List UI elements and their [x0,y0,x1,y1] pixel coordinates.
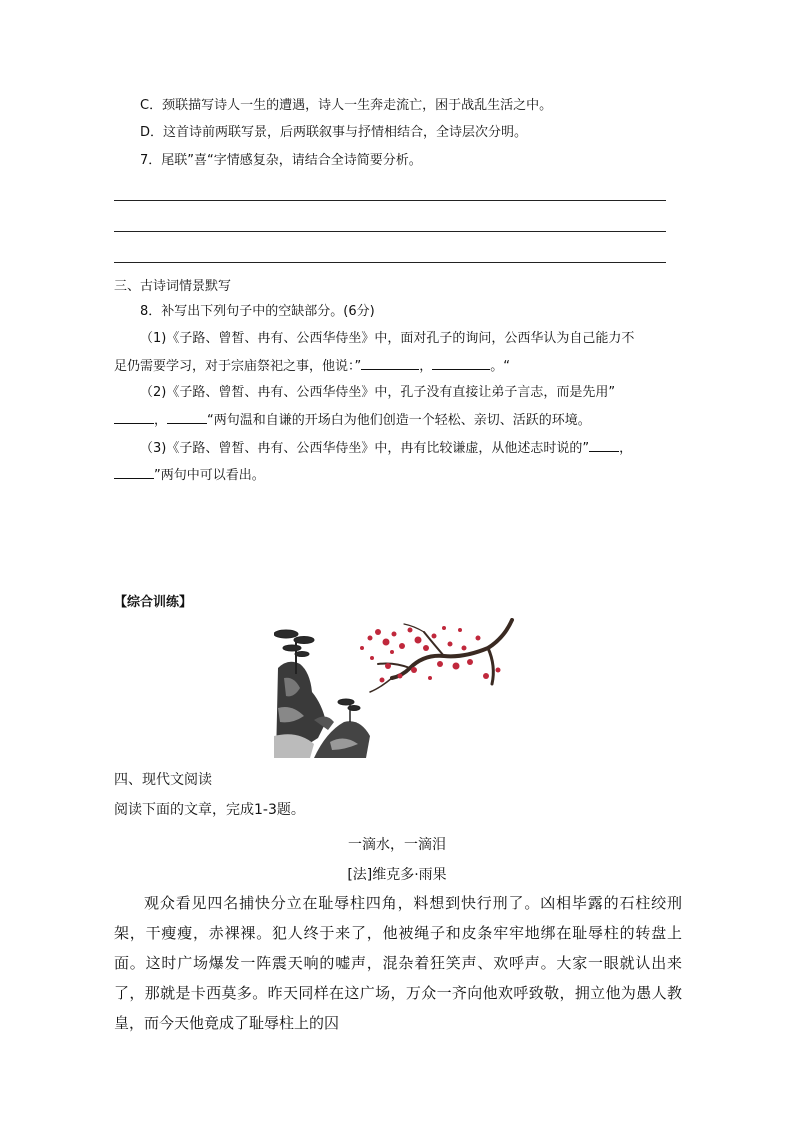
dictation-item-2-line-2 [114,411,591,430]
separator: ， [619,441,633,456]
section-heading: 三、古诗词情景默写 [114,279,232,294]
separator: ， [419,359,433,374]
dictation-item-3-end: ”两句中可以看出。 [154,468,265,483]
question-7: 7．尾联”喜“字情感复杂，请结合全诗简要分析。 [140,153,422,168]
dictation-item-3-text: （3)《子路、曾皙、冉有、公西华侍坐》中，冉有比较谦虚，从他述志时说的” [140,441,590,456]
section-heading: 四、现代文阅读 [114,772,212,788]
plum-blossoms [360,626,501,683]
fill-blank[interactable] [114,466,154,479]
dictation-item-3-line-1 [140,439,632,458]
dictation-item-1-line-2 [114,357,510,376]
option-c: C．颈联描写诗人一生的遭遇，诗人一生奔走流亡，困于战乱生活之中。 [140,98,553,113]
answer-line[interactable] [114,262,666,263]
reading-instruction: 阅读下面的文章，完成1-3题。 [114,802,305,818]
plum-branch [370,620,512,692]
option-d: D．这首诗前两联写景，后两联叙事与抒情相结合，全诗层次分明。 [140,125,528,140]
fill-blank[interactable] [167,411,207,424]
dictation-item-1-line-1: （1)《子路、曾皙、冉有、公西华侍坐》中，面对孔子的询问，公西华认为自己能力不 [140,331,635,346]
fill-blank[interactable] [114,411,154,424]
article-title: 一滴水，一滴泪 [348,837,446,853]
dictation-item-1-text: 足仍需要学习，对于宗庙祭祀之事，他说：” [114,359,362,374]
fill-blank[interactable] [361,357,419,370]
closing-mark: 。“ [490,359,511,374]
fill-blank[interactable] [432,357,490,370]
article-body: 观众看见四名捕快分立在耻辱柱四角，料想到快行刑了。凶相毕露的石柱绞刑架，干瘦瘦，赤裸裸。犯人终于来了，他被绳子和皮条牢牢地绑在耻辱柱的转盘上面。这时广场爆发一阵震天响的嘘声，混杂着狂笑声、欢呼声。大家一眼就认出来了，那就是卡西莫多。昨天同样在这广场，万众一齐向他欢呼致敬，拥立他为愚人教皇，而今天他竟成了耻辱柱上的囚 [114,894,682,1032]
fill-blank[interactable] [589,439,619,452]
separator: ， [154,413,168,428]
answer-line[interactable] [114,200,666,201]
ink-painting-image [274,618,524,758]
question-8: 8．补写出下列句子中的空缺部分。(6分) [140,304,375,319]
dictation-item-2-text: “两句温和自谦的开场白为他们创造一个轻松、亲切、活跃的环境。 [207,413,591,428]
dictation-item-3-line-2 [114,466,265,485]
dictation-item-2-line-1: （2)《子路、曾皙、冉有、公西华侍坐》中，孔子没有直接让弟子言志，而是先用” [140,385,616,400]
answer-line[interactable] [114,231,666,232]
article-author: [法]维克多·雨果 [347,867,447,883]
training-label: 【综合训练】 [114,595,193,610]
